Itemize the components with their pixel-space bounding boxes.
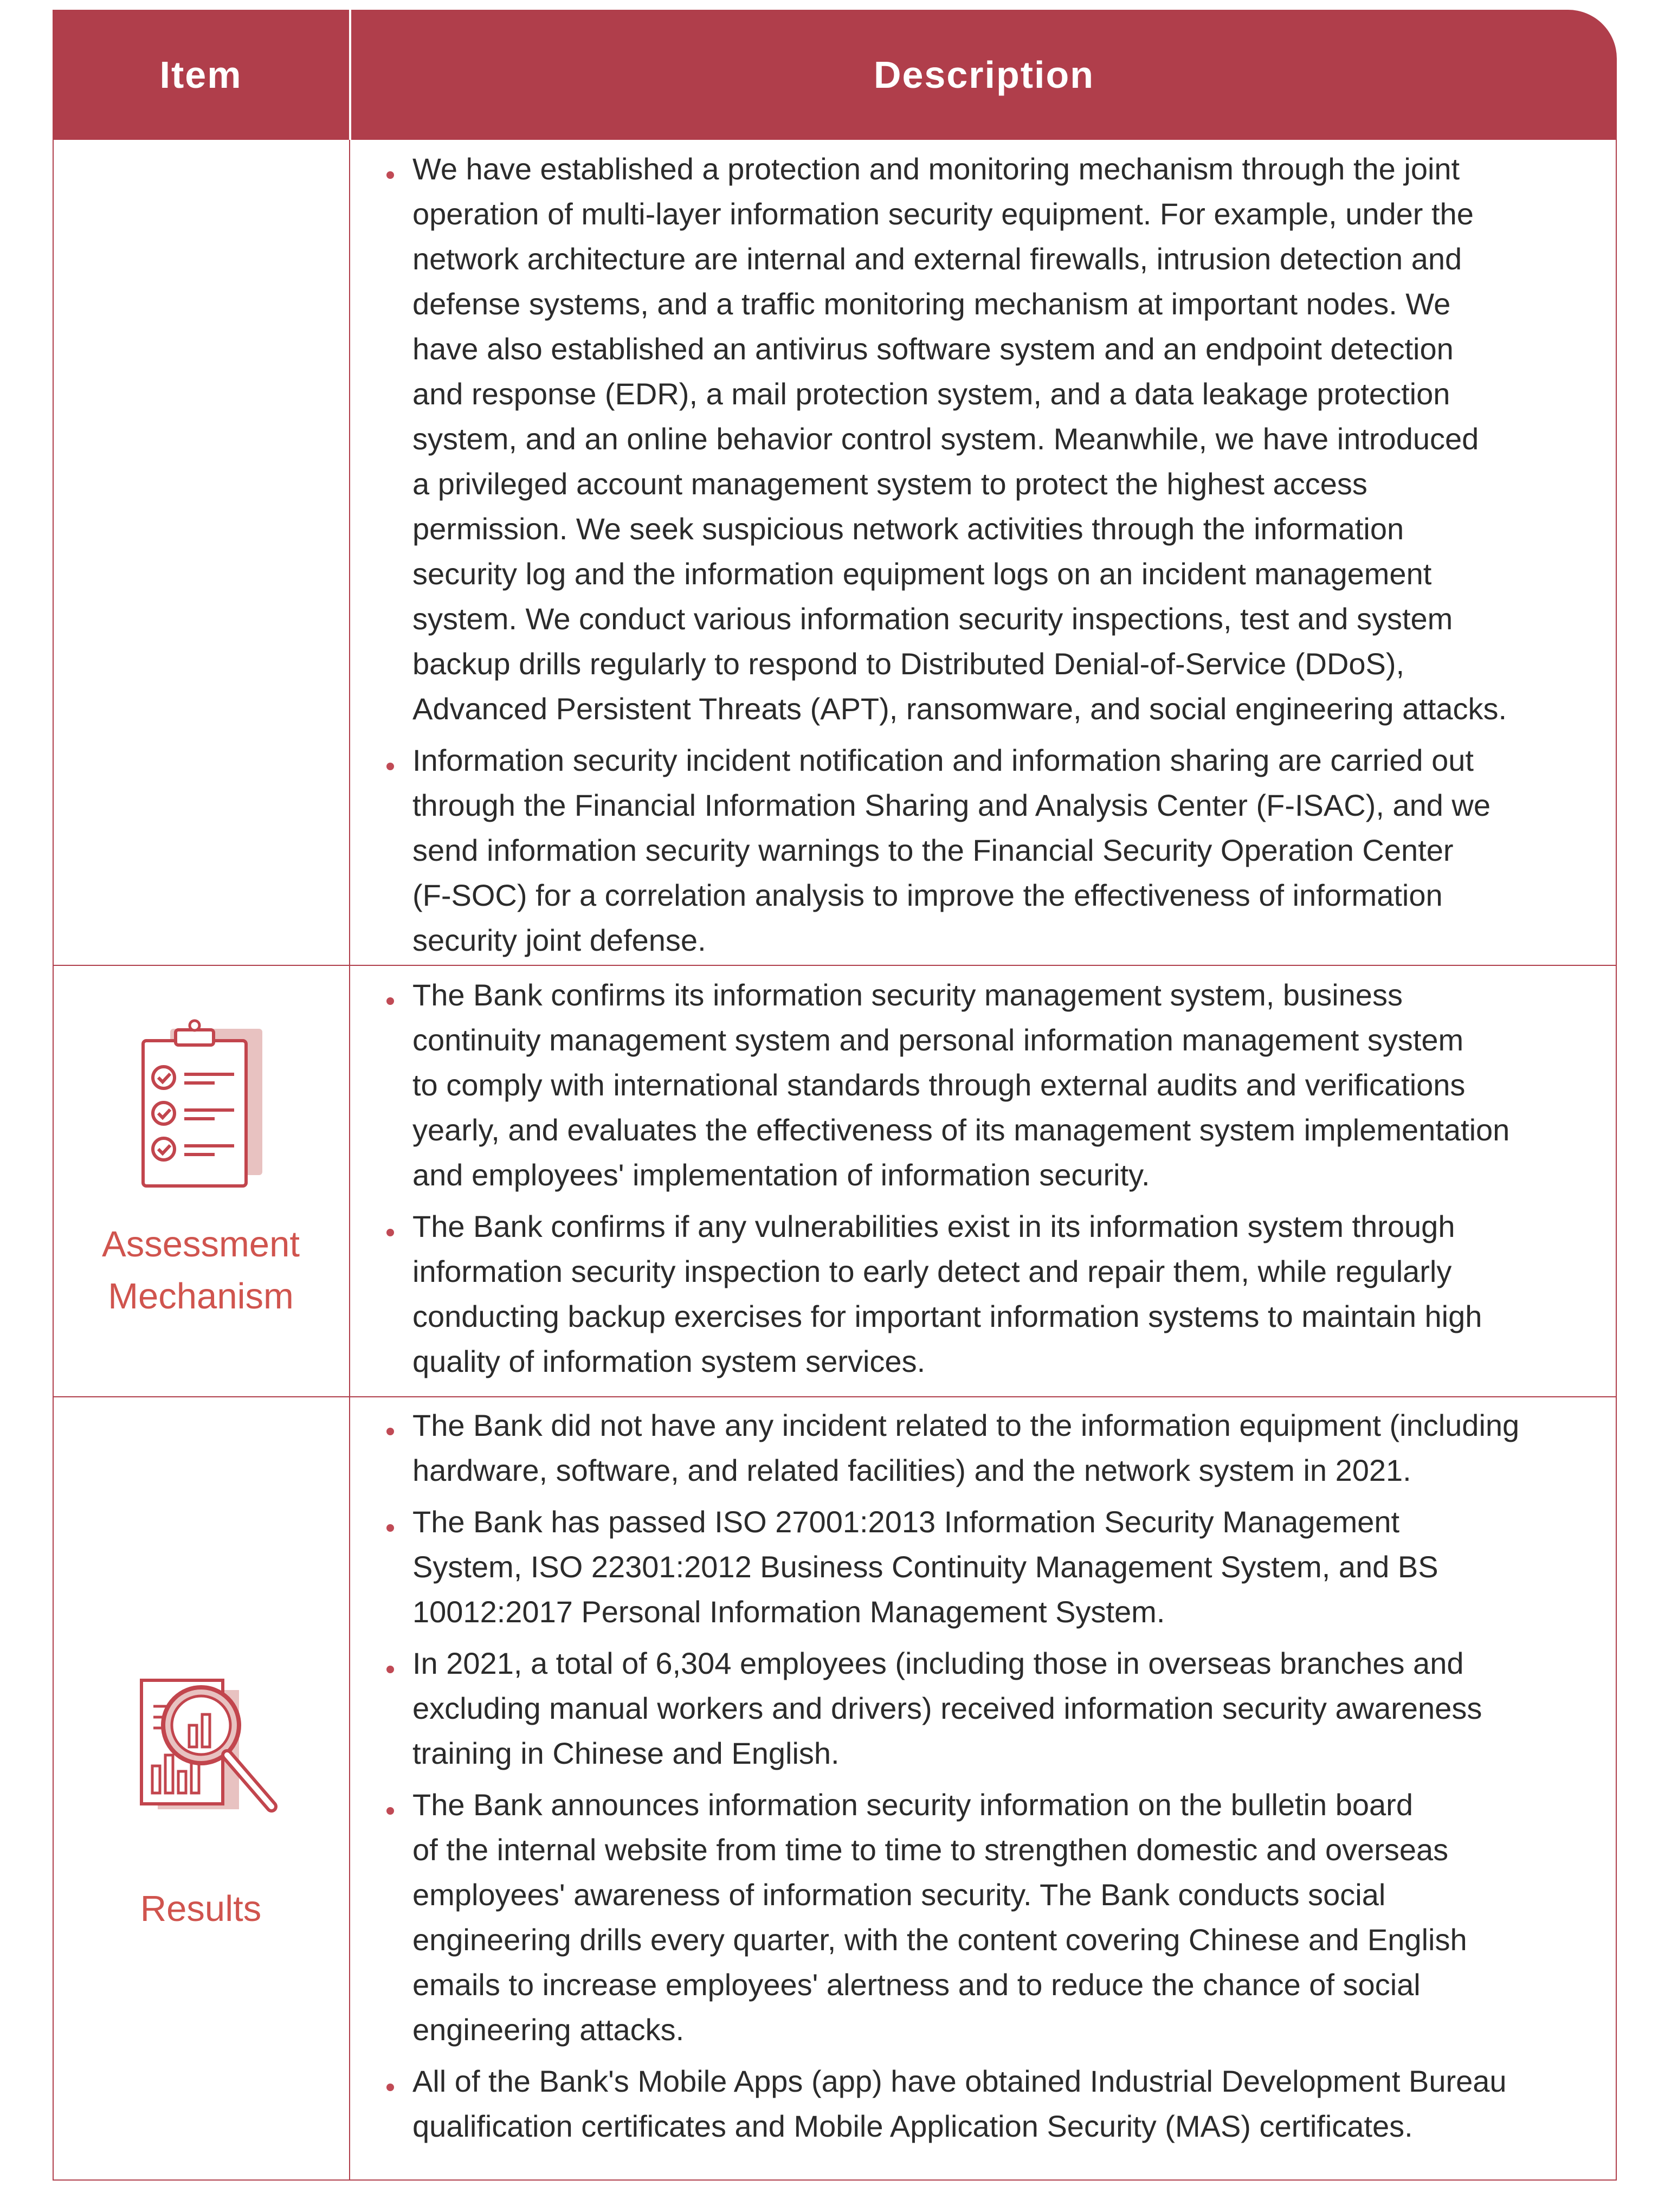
row2-item-label: Assessment Mechanism	[102, 1224, 300, 1317]
header-description: Description	[873, 54, 1095, 96]
row1-item-cell	[53, 141, 349, 965]
list-item: The Bank has passed ISO 27001:2013 Information Security Management System, ISO 22301:2012 Business Continuity Management System, and BS 10012:2017 Personal Information Management System.	[383, 1499, 1630, 1634]
list-item: In 2021, a total of 6,304 employees (including those in overseas branches and excluding manual workers and drivers) received information security awareness training in Chinese and English.	[383, 1641, 1630, 1776]
list-item: The Bank confirms if any vulnerabilities exist in its information system through information security inspection to early detect and repair them, while regularly conducting backup exercises for important information systems to maintain high quality of information system services.	[383, 1204, 1630, 1384]
row3-item-label: Results	[140, 1888, 262, 1929]
row2-description	[383, 972, 1630, 1390]
list-item: The Bank confirms its information security management system, business continuity management system and personal information management system to comply with international standards through external audits and verifications yearly, and evaluates the effectiveness of its management system implementation and employees' implementation of information security.	[383, 972, 1630, 1197]
row1-description	[383, 146, 1630, 969]
header-item: Item	[159, 54, 242, 96]
list-item: The Bank announces information security information on the bulletin board of the internal website from time to time to strengthen domestic and overseas employees' awareness of information security. The Bank conducts social engineering drills every quarter, with the content covering Chinese and English emails to increase employees' alertness and to reduce the chance of social engineering attacks.	[383, 1782, 1630, 2052]
report-magnifier-icon	[120, 1674, 282, 1836]
table-header	[53, 10, 1617, 140]
list-item: All of the Bank's Mobile Apps (app) have obtained Industrial Development Bureau qualification certificates and Mobile Application Security (MAS) certificates.	[383, 2059, 1630, 2149]
row3-item-cell	[53, 1674, 349, 1935]
security-table	[53, 10, 1617, 2179]
row-divider-2	[53, 1396, 1617, 1397]
list-item: Information security incident notification and information sharing are carried out through the Financial Information Sharing and Analysis Center (F-ISAC), and we send information security warnings to the Financial Security Operation Center (F-SOC) for a correlation analysis to improve the effectiveness of information security joint defense.	[383, 738, 1630, 963]
column-divider	[349, 140, 350, 2181]
list-item: The Bank did not have any incident related to the information equipment (including hardware, software, and related facilities) and the network system in 2021.	[383, 1403, 1630, 1493]
row2-item-cell	[53, 1018, 349, 1323]
clipboard-checklist-icon	[139, 1018, 263, 1191]
list-item: We have established a protection and monitoring mechanism through the joint operation of multi-layer information security equipment. For example, under the network architecture are internal and external firewalls, intrusion detection and defense systems, and a traffic monitoring mechanism at important nodes. We have also established an antivirus software system and an endpoint detection and response (EDR), a mail protection system, and a data leakage protection system, and an online behavior control system. Meanwhile, we have introduced a privileged account management system to protect the highest access permission. We seek suspicious network activities through the information security log and the information equipment logs on an incident management system. We conduct various information security inspections, test and system backup drills regularly to respond to Distributed Denial-of-Service (DDoS), Advanced Persistent Threats (APT), ransomware, and social engineering attacks.	[383, 146, 1630, 731]
row3-description	[383, 1403, 1630, 2155]
